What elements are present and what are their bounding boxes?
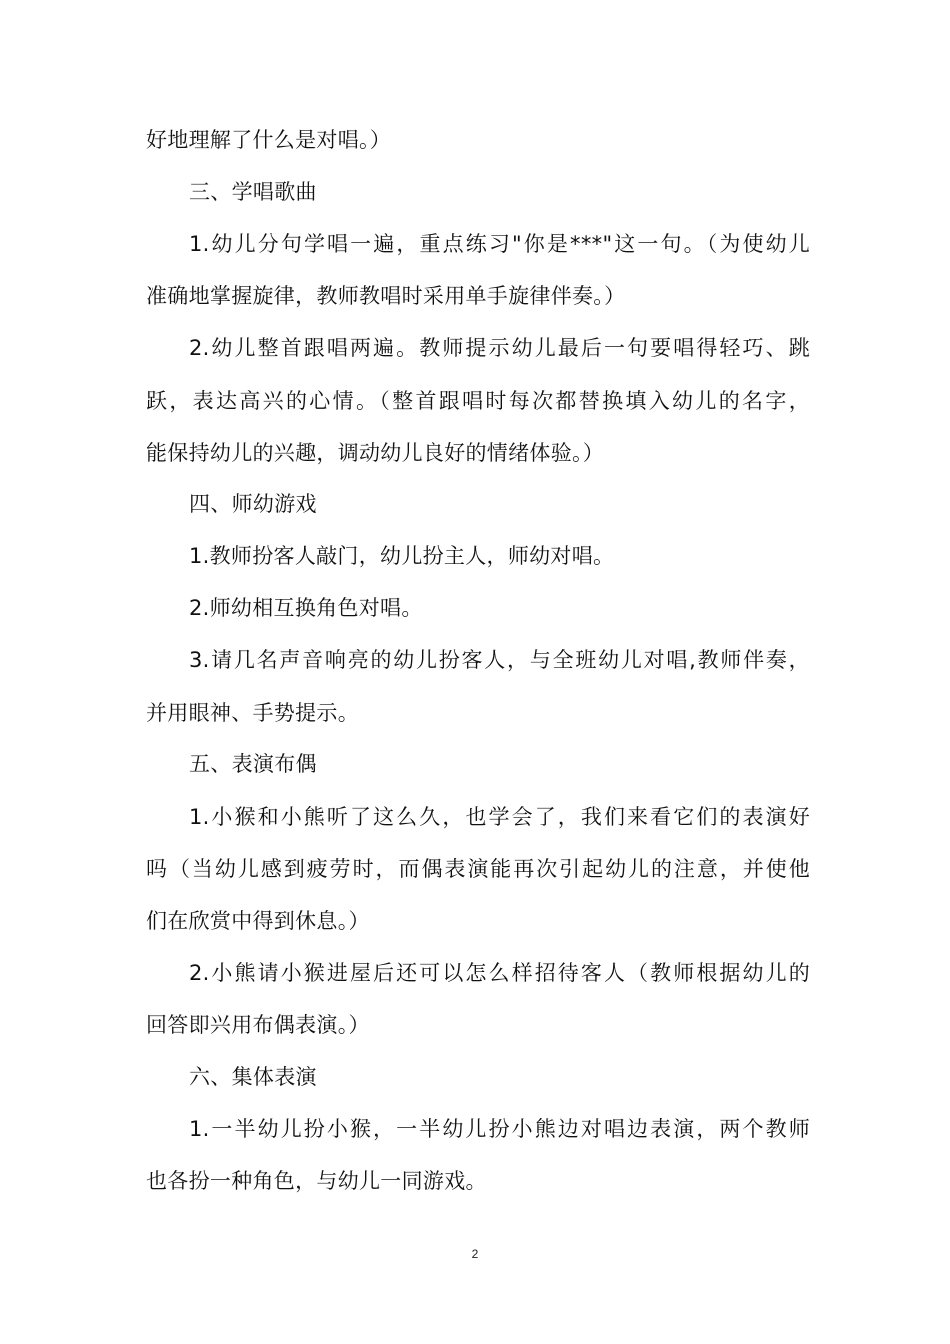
section-heading: 六、集体表演 bbox=[189, 1065, 317, 1089]
paragraph-line: 好地理解了什么是对唱。） bbox=[146, 128, 392, 152]
paragraph-line: 2.幼儿整首跟唱两遍。教师提示幼儿最后一句要唱得轻巧、跳 bbox=[189, 336, 810, 360]
paragraph-line: 吗（当幼儿感到疲劳时，而偶表演能再次引起幼儿的注意，并使他 bbox=[146, 857, 810, 881]
section-heading: 五、表演布偶 bbox=[189, 752, 317, 776]
paragraph-line: 也各扮一种角色，与幼儿一同游戏。 bbox=[146, 1169, 487, 1193]
paragraph-line: 回答即兴用布偶表演。） bbox=[146, 1013, 370, 1037]
page-number: 2 bbox=[471, 1247, 479, 1261]
paragraph-line: 并用眼神、手势提示。 bbox=[146, 701, 359, 725]
paragraph-line: 2.小熊请小猴进屋后还可以怎么样招待客人（教师根据幼儿的 bbox=[189, 961, 810, 985]
paragraph-line: 3.请几名声音响亮的幼儿扮客人，与全班幼儿对唱,教师伴奏， bbox=[189, 648, 810, 672]
paragraph-line: 1.小猴和小熊听了这么久，也学会了，我们来看它们的表演好 bbox=[189, 805, 810, 829]
paragraph-line: 准确地掌握旋律，教师教唱时采用单手旋律伴奏。） bbox=[146, 284, 626, 308]
section-heading: 四、师幼游戏 bbox=[189, 492, 317, 516]
paragraph-line: 1.幼儿分句学唱一遍，重点练习"你是***"这一句。（为使幼儿 bbox=[189, 232, 810, 256]
paragraph-line: 跃，表达高兴的心情。（整首跟唱时每次都替换填入幼儿的名字， bbox=[146, 389, 810, 413]
section-heading: 三、学唱歌曲 bbox=[189, 180, 317, 204]
paragraph-line: 1.一半幼儿扮小猴，一半幼儿扮小熊边对唱边表演，两个教师 bbox=[189, 1117, 810, 1141]
paragraph-line: 2.师幼相互换角色对唱。 bbox=[189, 596, 423, 620]
paragraph-line: 们在欣赏中得到休息。） bbox=[146, 909, 370, 933]
paragraph-line: 1.教师扮客人敲门，幼儿扮主人，师幼对唱。 bbox=[189, 544, 615, 568]
paragraph-line: 能保持幼儿的兴趣，调动幼儿良好的情绪体验。） bbox=[146, 441, 605, 465]
